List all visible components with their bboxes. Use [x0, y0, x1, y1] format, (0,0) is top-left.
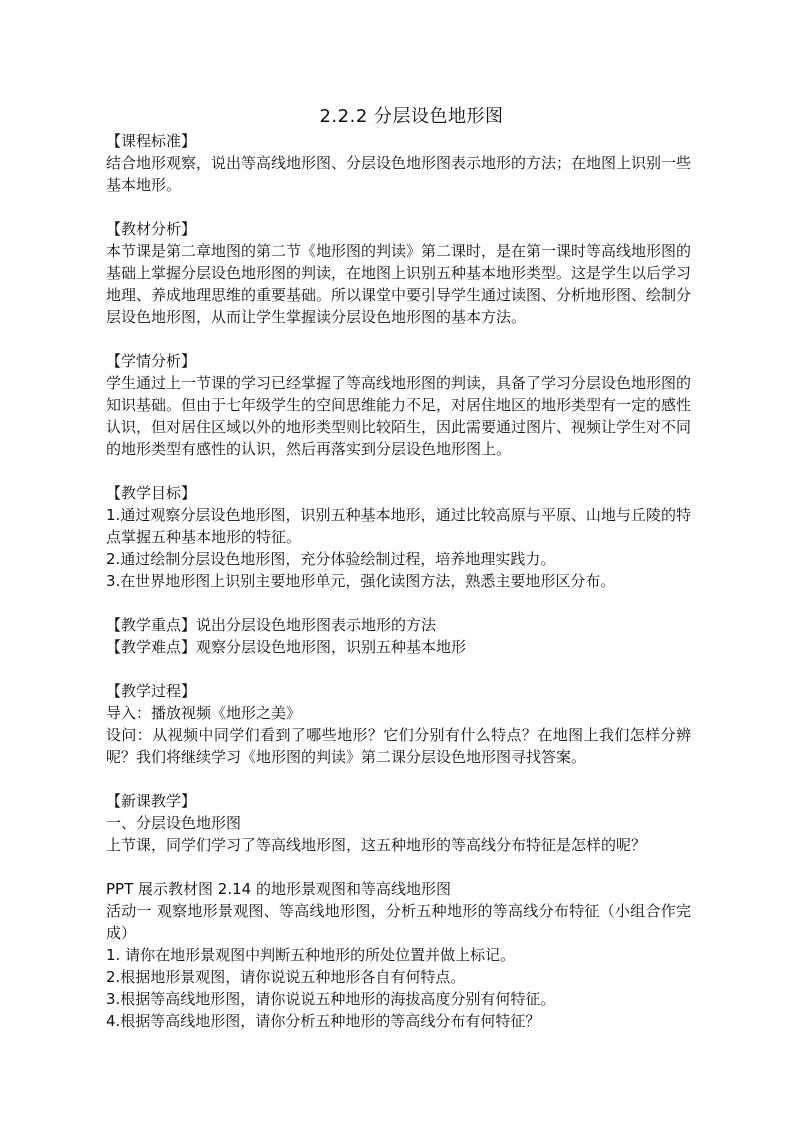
spacer [106, 592, 691, 614]
new-lesson-heading: 【新课教学】 [106, 792, 197, 810]
key-point-line [106, 614, 691, 636]
task-item: 2.根据地形景观图，请你说说五种地形各自有何特点。 [106, 968, 466, 986]
textbook-analysis-heading: 【教材分析】 [106, 220, 197, 238]
task-item: 4.根据等高线地形图，请你分析五种地形的等高线分布有何特征？ [106, 1012, 541, 1030]
task-item: 1. 请你在地形景观图中判断五种地形的所处位置并做上标记。 [106, 946, 516, 964]
activity-text: 活动一 观察地形景观图、等高线地形图，分析五种地形的等高线分布特征（小组合作完成） [106, 902, 691, 942]
section-title: 一、分层设色地形图 [106, 814, 242, 832]
textbook-analysis-text: 本节课是第二章地图的第二节《地形图的判读》第二课时，是在第一课时等高线地形图的基础上掌握分层设色地形图的判读，在地图上识别五种基本地形类型。这是学生以后学习地理、养成地理思维的重要基础。所以课堂中要引导学生通过读图、分析地形图、绘制分层设色地形图，从而让学生掌握读分层设色地形图的基本方法。 [106, 242, 692, 326]
question-text: 设问：从视频中同学们看到了哪些地形？它们分别有什么特点？在地图上我们怎样分辨呢？我们将继续学习《地形图的判读》第二课分层设色地形图寻找答案。 [106, 726, 691, 766]
ppt-text: PPT 展示教材图 2.14 的地形景观图和等高线地形图 [106, 880, 451, 898]
document-body [106, 104, 691, 1032]
review-text: 上节课，同学们学习了等高线地形图，这五种地形的等高线分布特征是怎样的呢？ [106, 836, 647, 854]
spacer [106, 768, 691, 790]
student-analysis-text: 学生通过上一节课的学习已经掌握了等高线地形图的判读，具备了学习分层设色地形图的知识基础。但由于七年级学生的空间思维能力不足，对居住地区的地形类型有一定的感性认识，但对居住区域以外的地形类型则比较陌生，因此需要通过图片、视频让学生对不同的地形类型有感性的认识，然后再落实到分层设色地形图上。 [106, 374, 692, 458]
spacer [106, 856, 691, 878]
teaching-process-heading: 【教学过程】 [106, 682, 197, 700]
teaching-goal-item: 1.通过观察分层设色地形图，识别五种基本地形，通过比较高原与平原、山地与丘陵的特点掌握五种基本地形的特征。 [106, 506, 691, 546]
teaching-goals-heading: 【教学目标】 [106, 484, 197, 502]
teaching-goal-item: 3.在世界地形图上识别主要地形单元，强化读图方法，熟悉主要地形区分布。 [106, 572, 616, 590]
spacer [106, 460, 691, 482]
curriculum-standard-text: 结合地形观察，说出等高线地形图、分层设色地形图表示地形的方法；在地图上识别一些基本地形。 [106, 154, 692, 194]
spacer [106, 196, 691, 218]
teaching-goal-item: 2.通过绘制分层设色地形图，充分体验绘制过程，培养地理实践力。 [106, 550, 556, 568]
curriculum-standard-heading: 【课程标准】 [106, 132, 197, 150]
key-point-label: 【教学重点】 [106, 616, 197, 634]
intro-text: 导入：播放视频《地形之美》 [106, 704, 302, 722]
student-analysis-heading: 【学情分析】 [106, 352, 197, 370]
spacer [106, 658, 691, 680]
page-title: 2.2.2 分层设色地形图 [319, 106, 504, 127]
difficult-point-text: 观察分层设色地形图，识别五种基本地形 [196, 638, 467, 656]
task-item: 3.根据等高线地形图，请你说说五种地形的海拔高度分别有何特征。 [106, 990, 556, 1008]
key-point-text: 说出分层设色地形图表示地形的方法 [196, 616, 437, 634]
spacer [106, 328, 691, 350]
difficult-point-line [106, 636, 691, 658]
difficult-point-label: 【教学难点】 [106, 638, 197, 656]
